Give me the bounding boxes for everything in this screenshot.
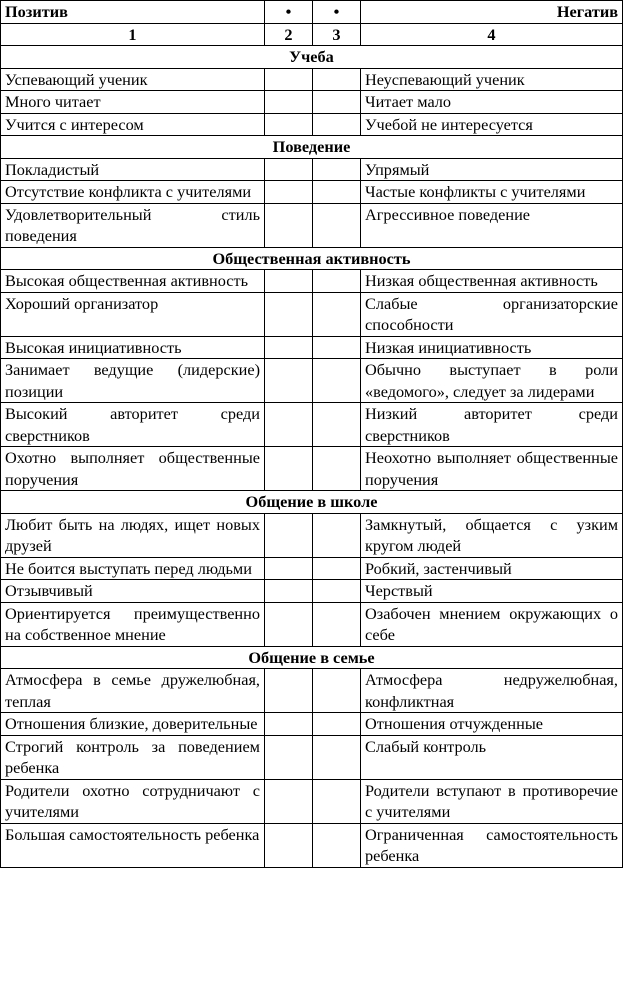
negative-trait-cell: Низкая общественная активность [361,270,623,293]
rating-cell-3 [313,203,361,247]
negative-trait-cell: Замкнутый, общается с узким кругом людей [361,513,623,557]
section-title: Общение в семье [1,646,623,669]
section-title: Общественная активность [1,247,623,270]
rating-cell-2 [265,403,313,447]
rating-cell-3 [313,580,361,603]
negative-trait-cell: Неохотно выполняет общественные поручения [361,447,623,491]
negative-trait-cell: Упрямый [361,158,623,181]
column-number-3: 3 [313,23,361,46]
positive-trait-cell: Отношения близкие, доверительные [1,713,265,736]
positive-trait-cell: Много читает [1,91,265,114]
negative-trait-cell: Читает мало [361,91,623,114]
rating-cell-2 [265,779,313,823]
table-row [1,669,623,713]
table-row [1,91,623,114]
rating-cell-2 [265,557,313,580]
table-row [1,823,623,867]
rating-cell-2 [265,158,313,181]
negative-trait-cell: Низкая инициативность [361,336,623,359]
rating-cell-3 [313,91,361,114]
column-number-2: 2 [265,23,313,46]
negative-trait-cell: Робкий, застенчивый [361,557,623,580]
table-row [1,557,623,580]
header-row [1,1,623,24]
positive-trait-cell: Покладистый [1,158,265,181]
negative-trait-cell: Неуспевающий ученик [361,68,623,91]
table-row [1,779,623,823]
negative-trait-cell: Ограниченная самостоятельность ребенка [361,823,623,867]
header-positive: Позитив [1,1,265,24]
rating-cell-3 [313,181,361,204]
section-title: Общение в школе [1,491,623,514]
negative-trait-cell: Атмосфера недружелюбная, конфликтная [361,669,623,713]
positive-trait-cell: Хороший организатор [1,292,265,336]
rating-cell-2 [265,447,313,491]
section-header-row [1,491,623,514]
negative-trait-cell: Обычно выступает в роли «ведомого», следует за лидерами [361,359,623,403]
positive-trait-cell: Родители охотно сотрудничают с учителями [1,779,265,823]
rating-cell-3 [313,447,361,491]
negative-trait-cell: Озабочен мнением окружающих о себе [361,602,623,646]
rating-cell-2 [265,735,313,779]
positive-trait-cell: Ориентируется преимущественно на собственное мнение [1,602,265,646]
positive-trait-cell: Успевающий ученик [1,68,265,91]
rating-cell-2 [265,181,313,204]
rating-cell-3 [313,336,361,359]
positive-trait-cell: Любит быть на людях, ищет новых друзей [1,513,265,557]
negative-trait-cell: Частые конфликты с учителями [361,181,623,204]
rating-cell-2 [265,713,313,736]
section-title: Учеба [1,46,623,69]
rating-cell-2 [265,68,313,91]
rating-cell-3 [313,68,361,91]
positive-trait-cell: Строгий контроль за поведением ребенка [1,735,265,779]
table-row [1,602,623,646]
positive-trait-cell: Высокая общественная активность [1,270,265,293]
section-header-row [1,247,623,270]
negative-trait-cell: Отношения отчужденные [361,713,623,736]
positive-trait-cell: Не боится выступать перед людьми [1,557,265,580]
rating-cell-3 [313,292,361,336]
negative-trait-cell: Агрессивное поведение [361,203,623,247]
table-row [1,359,623,403]
negative-trait-cell: Слабый контроль [361,735,623,779]
column-number-4: 4 [361,23,623,46]
table-row [1,181,623,204]
column-number-row [1,23,623,46]
rating-cell-2 [265,580,313,603]
table-row [1,158,623,181]
rating-cell-3 [313,779,361,823]
negative-trait-cell: Учебой не интересуется [361,113,623,136]
positive-trait-cell: Высокий авторитет среди сверстников [1,403,265,447]
rating-cell-3 [313,669,361,713]
rating-cell-3 [313,158,361,181]
rating-cell-3 [313,602,361,646]
positive-trait-cell: Занимает ведущие (лидерские) позиции [1,359,265,403]
table-row [1,68,623,91]
table-row [1,270,623,293]
rating-cell-3 [313,823,361,867]
table-row [1,735,623,779]
negative-trait-cell: Родители вступают в противоречие с учителями [361,779,623,823]
rating-cell-3 [313,403,361,447]
rating-cell-2 [265,823,313,867]
section-title: Поведение [1,136,623,159]
table-row [1,403,623,447]
rating-cell-3 [313,713,361,736]
table-row [1,713,623,736]
rating-cell-2 [265,336,313,359]
table-row [1,113,623,136]
table-row [1,292,623,336]
section-header-row [1,46,623,69]
section-header-row [1,136,623,159]
column-number-1: 1 [1,23,265,46]
positive-trait-cell: Удовлетворительный стиль поведения [1,203,265,247]
negative-trait-cell: Низкий авторитет среди сверстников [361,403,623,447]
positive-trait-cell: Большая самостоятельность ребенка [1,823,265,867]
header-bullet-2: • [265,1,313,24]
rating-cell-2 [265,91,313,114]
positive-trait-cell: Атмосфера в семье дружелюбная, теплая [1,669,265,713]
rating-cell-2 [265,113,313,136]
table-row [1,513,623,557]
positive-trait-cell: Отсутствие конфликта с учителями [1,181,265,204]
header-negative: Негатив [361,1,623,24]
rating-cell-2 [265,669,313,713]
rating-cell-3 [313,557,361,580]
rating-cell-2 [265,359,313,403]
positive-trait-cell: Отзывчивый [1,580,265,603]
rating-cell-3 [313,735,361,779]
negative-trait-cell: Черствый [361,580,623,603]
table-row [1,336,623,359]
rating-cell-2 [265,270,313,293]
rating-cell-2 [265,292,313,336]
table-row [1,580,623,603]
rating-cell-3 [313,270,361,293]
header-bullet-3: • [313,1,361,24]
positive-trait-cell: Охотно выполняет общественные поручения [1,447,265,491]
table-body [1,46,623,868]
section-header-row [1,646,623,669]
positive-trait-cell: Высокая инициативность [1,336,265,359]
rating-cell-3 [313,513,361,557]
table-row [1,447,623,491]
rating-cell-2 [265,602,313,646]
rating-cell-3 [313,113,361,136]
rating-cell-2 [265,513,313,557]
rating-cell-3 [313,359,361,403]
rating-cell-2 [265,203,313,247]
negative-trait-cell: Слабые организаторские способности [361,292,623,336]
positive-trait-cell: Учится с интересом [1,113,265,136]
table-row [1,203,623,247]
